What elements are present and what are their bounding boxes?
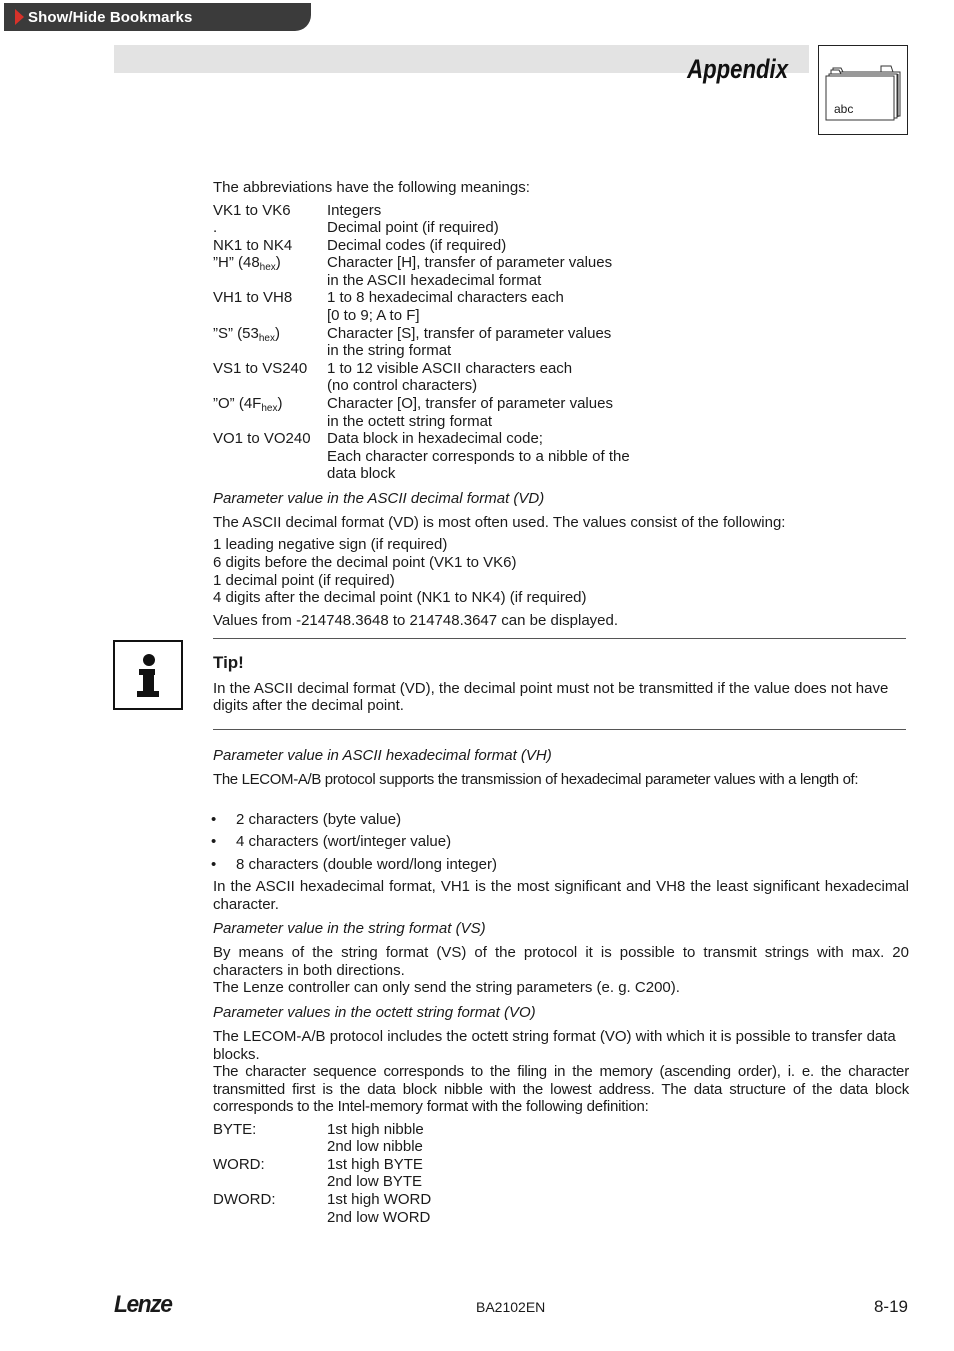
chapter-tab-box — [818, 45, 908, 135]
vh-heading: Parameter value in ASCII hexadecimal format (VH) — [213, 747, 552, 764]
tip-text: In the ASCII decimal format (VD), the decimal point must not be transmitted if the value does not have digits after the decimal point. — [213, 680, 889, 714]
abbrev-desc: 1 to 8 hexadecimal characters each — [327, 289, 564, 306]
vo-def-line: 1st high BYTE — [327, 1156, 423, 1173]
document-code: BA2102EN — [476, 1299, 546, 1315]
vo-heading: Parameter values in the octett string format (VO) — [213, 1004, 536, 1021]
bookmarks-button-label: Show/Hide Bookmarks — [28, 8, 193, 26]
abbrev-desc: Character [O], transfer of parameter values — [327, 395, 613, 412]
tip-title: Tip! — [213, 653, 244, 672]
vh-bullet: 8 characters (double word/long integer) — [236, 856, 497, 873]
folder-tabs-icon — [819, 46, 907, 134]
tip-bottom-rule — [213, 729, 906, 730]
page-number: 8-19 — [873, 1297, 908, 1316]
vo-def-line: 1st high WORD — [327, 1191, 432, 1208]
vd-item: 1 leading negative sign (if required) — [213, 536, 448, 553]
abbrev-desc: data block — [327, 465, 396, 482]
abbrev-term: VK1 to VK6 — [213, 202, 291, 219]
abbrev-term: VO1 to VO240 — [213, 430, 311, 447]
bullet-icon: • — [211, 833, 217, 850]
abbrev-term: ”S” $(53_{hex})$ — [213, 325, 280, 344]
vo-def-line: 2nd low BYTE — [327, 1173, 423, 1190]
vo-def-term: BYTE: — [213, 1121, 257, 1138]
abbrev-desc: Character [S], transfer of parameter values — [327, 325, 612, 342]
vd-item: 6 digits before the decimal point (VK1 to VK6) — [213, 554, 517, 571]
abbrev-term: VS1 to VS240 — [213, 360, 308, 377]
abbrev-term: NK1 to NK4 — [213, 237, 293, 254]
vd-item: 1 decimal point (if required) — [213, 572, 395, 589]
abbrev-term: ”O” $(4F_{hex})$ — [213, 395, 283, 414]
vo-def-term: DWORD: — [213, 1191, 276, 1208]
abbrev-desc: in the string format — [327, 342, 452, 359]
vd-item: 4 digits after the decimal point (NK1 to NK4) (if required) — [213, 589, 587, 606]
abbrev-desc: 1 to 12 visible ASCII characters each — [327, 360, 573, 377]
abbrev-term: VH1 to VH8 — [213, 289, 293, 306]
page-title: Appendix — [687, 54, 788, 84]
abbrev-desc: [0 to 9; A to F] — [327, 307, 420, 324]
vs-heading: Parameter value in the string format (VS) — [213, 920, 486, 937]
vo-def-line: 2nd low WORD — [327, 1209, 431, 1226]
abbrev-desc: in the octett string format — [327, 413, 493, 430]
vh-intro: The LECOM-A/B protocol supports the transmission of hexadecimal parameter values with a length of: — [213, 771, 859, 788]
bullet-icon: • — [211, 856, 217, 873]
bullet-icon: • — [211, 811, 217, 828]
vs-text1: By means of the string format (VS) of the protocol it is possible to transmit strings with max. 20 characters in both directions. — [213, 944, 909, 979]
abbrev-term: ”H” $(48_{hex})$ — [213, 254, 281, 273]
abbrev-desc: in the ASCII hexadecimal format — [327, 272, 542, 289]
abbrev-desc: Each character corresponds to a nibble of the — [327, 448, 630, 465]
abbrev-desc: Character [H], transfer of parameter values — [327, 254, 613, 271]
abbrev-term: . — [213, 219, 218, 236]
abbrev-desc: Decimal codes (if required) — [327, 237, 507, 254]
abbrev-desc: Integers — [327, 202, 382, 219]
vd-heading: Parameter value in the ASCII decimal format (VD) — [213, 490, 545, 507]
abbrev-desc: Data block in hexadecimal code; — [327, 430, 543, 447]
vd-range: Values from -214748.3648 to 214748.3647 can be displayed. — [213, 612, 619, 629]
vo-text1: The LECOM-A/B protocol includes the octett string format (VO) with which it is possible to transfer data blocks. — [213, 1028, 896, 1063]
abbreviations-intro: The abbreviations have the following meanings: — [213, 179, 530, 196]
vd-intro: The ASCII decimal format (VD) is most often used. The values consist of the following: — [213, 514, 786, 531]
abbrev-desc: (no control characters) — [327, 377, 478, 394]
vo-def-line: 2nd low nibble — [327, 1138, 423, 1155]
tip-top-rule — [213, 638, 906, 639]
vo-text2: The character sequence corresponds to the filing in the memory (ascending order), i. e. the character transmitted first is the data block nibble with the lowest address. The data structure of the data block corresponds to the Intel-memory format with the following definition: — [213, 1063, 909, 1115]
lenze-logo: Lenze — [114, 1291, 172, 1318]
chapter-tab-label: abc — [834, 102, 854, 116]
vo-def-term: WORD: — [213, 1156, 265, 1173]
triangle-right-icon — [15, 9, 24, 25]
info-icon — [113, 640, 183, 710]
vh-bullet: 4 characters (wort/integer value) — [236, 833, 452, 850]
abbrev-desc: Decimal point (if required) — [327, 219, 499, 236]
vh-note: In the ASCII hexadecimal format, VH1 is the most significant and VH8 the least significant hexadecimal character. — [213, 878, 909, 913]
vh-bullet: 2 characters (byte value) — [236, 811, 402, 828]
show-hide-bookmarks-button[interactable] — [4, 3, 311, 31]
vs-text2: The Lenze controller can only send the string parameters (e. g. C200). — [213, 979, 680, 996]
vo-def-line: 1st high nibble — [327, 1121, 424, 1138]
